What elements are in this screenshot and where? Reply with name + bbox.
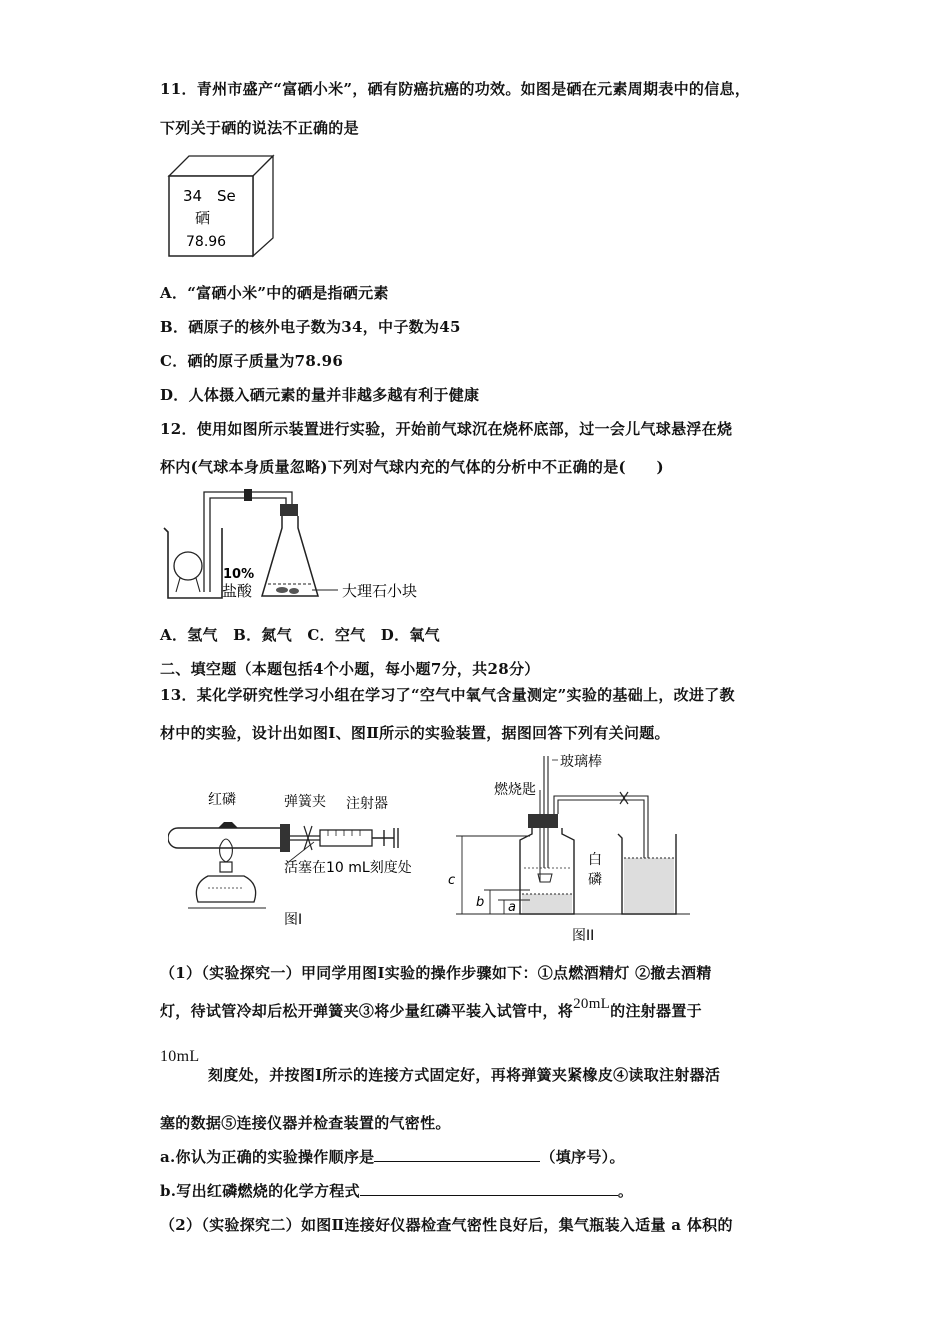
balloon-apparatus-figure — [160, 484, 450, 606]
q13-question-a — [160, 1146, 625, 1167]
q11-stem-line1: 11．青州市盛产“富硒小米”，硒有防癌抗癌的功效。如图是硒在元素周期表中的信息， — [160, 80, 751, 98]
q13-question-b-suffix: 。 — [617, 1182, 634, 1200]
balloon — [174, 552, 202, 580]
piston-scale-10ml: 10mL — [160, 1048, 200, 1065]
q13-question-a-suffix: （填序号）。 — [540, 1148, 625, 1166]
label-c: c — [448, 873, 456, 888]
q11-option-b: B．硒原子的核外电子数为34，中子数为45 — [160, 318, 461, 336]
q13-part2-line1: （2）（实验探究二）如图Ⅱ连接好仪器检查气密性良好后，集气瓶装入适量 a 体积的 — [160, 1216, 733, 1234]
q11-option-d: D．人体摄入硒元素的量并非越多越有利于健康 — [160, 386, 480, 404]
q13-question-a-prompt: a.你认为正确的实验操作顺序是 — [160, 1148, 375, 1166]
label-b: b — [476, 895, 485, 910]
q13-question-b — [160, 1180, 633, 1201]
alcohol-lamp — [196, 876, 255, 902]
answer-blank-equation[interactable] — [360, 1181, 618, 1196]
q13-part1-line3: 刻度处，并按图Ⅰ所示的连接方式固定好，再将弹簧夹紧橡皮④读取注射器活 — [208, 1066, 721, 1084]
label-spring-clip: 弹簧夹 — [284, 794, 326, 810]
q11-option-c: C．硒的原子质量为78.96 — [160, 352, 344, 370]
label-red-phosphorus: 红磷 — [208, 792, 236, 808]
label-glass-rod: 玻璃棒 — [560, 754, 602, 770]
card-element-name: 硒 — [195, 209, 211, 227]
q13-part1-line2-text-a: 灯，待试管冷却后松开弹簧夹③将少量红磷平装入试管中，将 — [160, 1002, 574, 1020]
q11-option-a: A．“富硒小米”中的硒是指硒元素 — [160, 284, 389, 302]
q11-stem-line2: 下列关于硒的说法不正确的是 — [160, 119, 359, 137]
figure-2-apparatus — [440, 750, 700, 945]
q12-stem-line2: 杯内(气球本身质量忽略)下列对气球内充的气体的分析中不正确的是( ) — [160, 458, 664, 476]
q12-stem-line1: 12．使用如图所示装置进行实验，开始前气球沉在烧杯底部，过一会儿气球悬浮在烧 — [160, 420, 733, 438]
q13-part1-line4: 塞的数据⑤连接仪器并检查装置的气密性。 — [160, 1114, 451, 1132]
glass-rod — [544, 756, 548, 868]
q13-part1-line2 — [160, 996, 702, 1021]
label-syringe: 注射器 — [346, 796, 388, 812]
q12-options: A．氢气 B．氮气 C．空气 D．氧气 — [160, 626, 440, 644]
card-symbol: Se — [217, 187, 236, 205]
label-white-phosphorus-1: 白 — [588, 852, 602, 868]
label-a: a — [508, 900, 516, 915]
marble-label: 大理石小块 — [342, 582, 418, 600]
card-atomic-mass: 78.96 — [186, 234, 227, 250]
figure-1-caption: 图I — [284, 912, 303, 928]
q13-question-b-prompt: b.写出红磷燃烧的化学方程式 — [160, 1182, 360, 1200]
card-atomic-number: 34 — [183, 187, 203, 205]
beaker — [164, 528, 222, 598]
figure-2-caption: 图II — [572, 928, 595, 944]
figure-1-apparatus — [168, 784, 438, 932]
section2-heading: 二、填空题（本题包括4个小题，每小题7分，共28分） — [160, 660, 540, 678]
label-piston-position: 活塞在10 mL刻度处 — [284, 860, 412, 876]
q13-part1-line1: （1）（实验探究一）甲同学用图Ⅰ实验的操作步骤如下：①点燃酒精灯 ②撤去酒精 — [160, 964, 712, 982]
syringe-volume-20ml: 20mL — [573, 996, 611, 1012]
q13-stem-line1: 13．某化学研究性学习小组在学习了“空气中氧气含量测定”实验的基础上，改进了教 — [160, 686, 735, 704]
test-tube — [168, 828, 280, 848]
answer-blank-order[interactable] — [374, 1147, 540, 1162]
label-combustion-spoon: 燃烧匙 — [494, 782, 536, 798]
label-white-phosphorus-2: 磷 — [588, 872, 602, 888]
selenium-element-card — [165, 152, 280, 260]
q13-part1-line2-text-b: 的注射器置于 — [610, 1002, 702, 1020]
acid-concentration-label: 10% — [223, 567, 255, 582]
acid-name-label: 盐酸 — [222, 582, 253, 600]
q13-stem-line2: 材中的实验，设计出如图Ⅰ、图Ⅱ所示的实验装置，据图回答下列有关问题。 — [160, 724, 670, 742]
flame — [220, 839, 233, 862]
